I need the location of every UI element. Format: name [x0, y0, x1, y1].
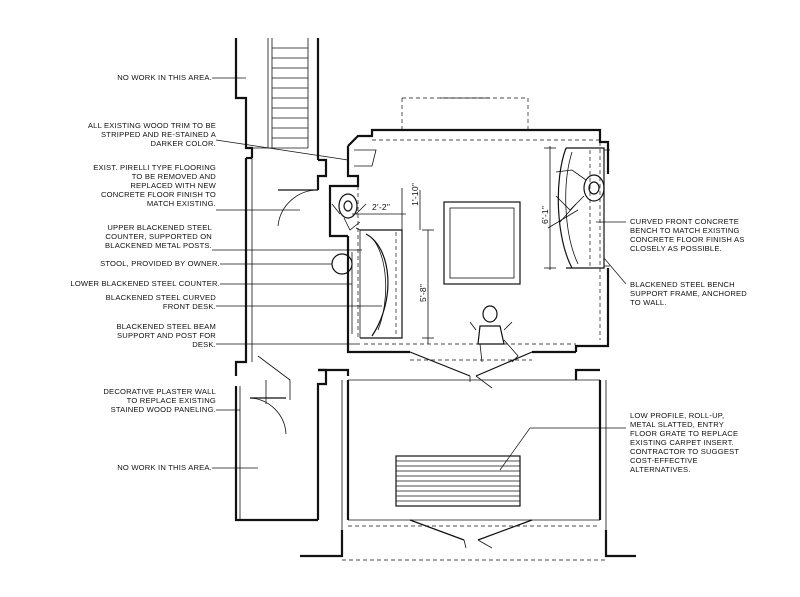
note-line: ALL EXISTING WOOD TRIM TO BE	[87, 121, 216, 130]
note-line: LOWER BLACKENED STEEL COUNTER.	[70, 279, 220, 288]
note-line: NO WORK IN THIS AREA.	[117, 73, 212, 82]
note-line: DESK.	[192, 340, 216, 349]
note-beam	[116, 322, 216, 349]
curved-desk	[352, 228, 402, 338]
note-line: EXISTING CARPET INSERT.	[630, 438, 734, 447]
note-line: CLOSELY AS POSSIBLE.	[630, 244, 722, 253]
note-line: TO REPLACE EXISTING	[126, 396, 216, 405]
note-line: BLACKENED STEEL BENCH	[630, 280, 735, 289]
note-line: STAINED WOOD PANELING.	[110, 405, 216, 414]
note-line: DECORATIVE PLASTER WALL	[103, 387, 216, 396]
note-concrete-bench	[630, 217, 745, 253]
note-lower-counter	[70, 279, 220, 288]
figure-bench	[548, 170, 604, 228]
stair-treads	[272, 48, 308, 138]
note-line: STOOL, PROVIDED BY OWNER.	[100, 259, 220, 268]
figure-desk	[332, 194, 366, 230]
note-line: REPLACED WITH NEW	[130, 181, 216, 190]
note-line: BLACKENED STEEL BEAM	[116, 322, 216, 331]
note-line: BLACKENED METAL POSTS.	[105, 241, 212, 250]
note-plaster-wall	[103, 387, 216, 414]
stair-corridor	[236, 38, 318, 160]
note-no-work-top	[117, 73, 212, 82]
reception-room	[330, 98, 608, 388]
note-line: FLOOR GRATE TO REPLACE	[630, 429, 739, 438]
note-line: TO BE REMOVED AND	[131, 172, 216, 181]
note-floor-grate	[630, 411, 739, 474]
note-bench-frame	[630, 280, 747, 307]
note-line: FRONT DESK.	[162, 302, 216, 311]
vestibule	[300, 370, 636, 560]
note-line: CURVED FRONT CONCRETE	[630, 217, 739, 226]
note-curved-desk	[106, 293, 217, 311]
dim-desk-length: 5'-8"	[418, 283, 428, 302]
dim-desk-clear: 1'-10"	[410, 182, 420, 206]
figure-entry	[470, 306, 518, 362]
note-line: EXIST. PIRELLI TYPE FLOORING	[93, 163, 216, 172]
note-line: CONCRETE FLOOR FINISH TO	[100, 190, 216, 199]
dim-bench-length: 6'-1"	[540, 205, 550, 224]
note-no-work-bottom	[117, 463, 212, 472]
note-line: CONCRETE FLOOR FINISH AS	[630, 235, 745, 244]
left-corridor	[236, 158, 326, 520]
note-line: SUPPORT FRAME, ANCHORED	[630, 289, 747, 298]
leader-lines	[212, 78, 626, 470]
note-line: BLACKENED STEEL CURVED	[105, 293, 216, 302]
note-line: MATCH EXISTING.	[146, 199, 216, 208]
note-line: BENCH TO MATCH EXISTING	[630, 226, 740, 235]
note-line: NO WORK IN THIS AREA.	[117, 463, 212, 472]
note-line: STRIPPED AND RE-STAINED A	[101, 130, 216, 139]
note-stool	[100, 259, 220, 268]
note-line: METAL SLATTED, ENTRY	[630, 420, 725, 429]
note-upper-counter	[105, 223, 212, 250]
note-line: UPPER BLACKENED STEEL	[107, 223, 212, 232]
note-wood-trim	[88, 121, 217, 148]
note-flooring	[93, 163, 216, 208]
floor-grate-slats	[396, 456, 520, 506]
note-line: CONTRACTOR TO SUGGEST	[630, 447, 740, 456]
note-line: TO WALL.	[630, 298, 667, 307]
note-line: DARKER COLOR.	[150, 139, 216, 148]
concrete-bench	[558, 148, 610, 268]
note-line: COUNTER, SUPPORTED ON	[105, 232, 212, 241]
note-line: COST-EFFECTIVE	[630, 456, 698, 465]
note-line: LOW PROFILE, ROLL-UP,	[630, 411, 725, 420]
dim-desk-width: 2'-2"	[372, 202, 391, 212]
note-line: SUPPORT AND POST FOR	[117, 331, 216, 340]
note-line: ALTERNATIVES.	[630, 465, 691, 474]
